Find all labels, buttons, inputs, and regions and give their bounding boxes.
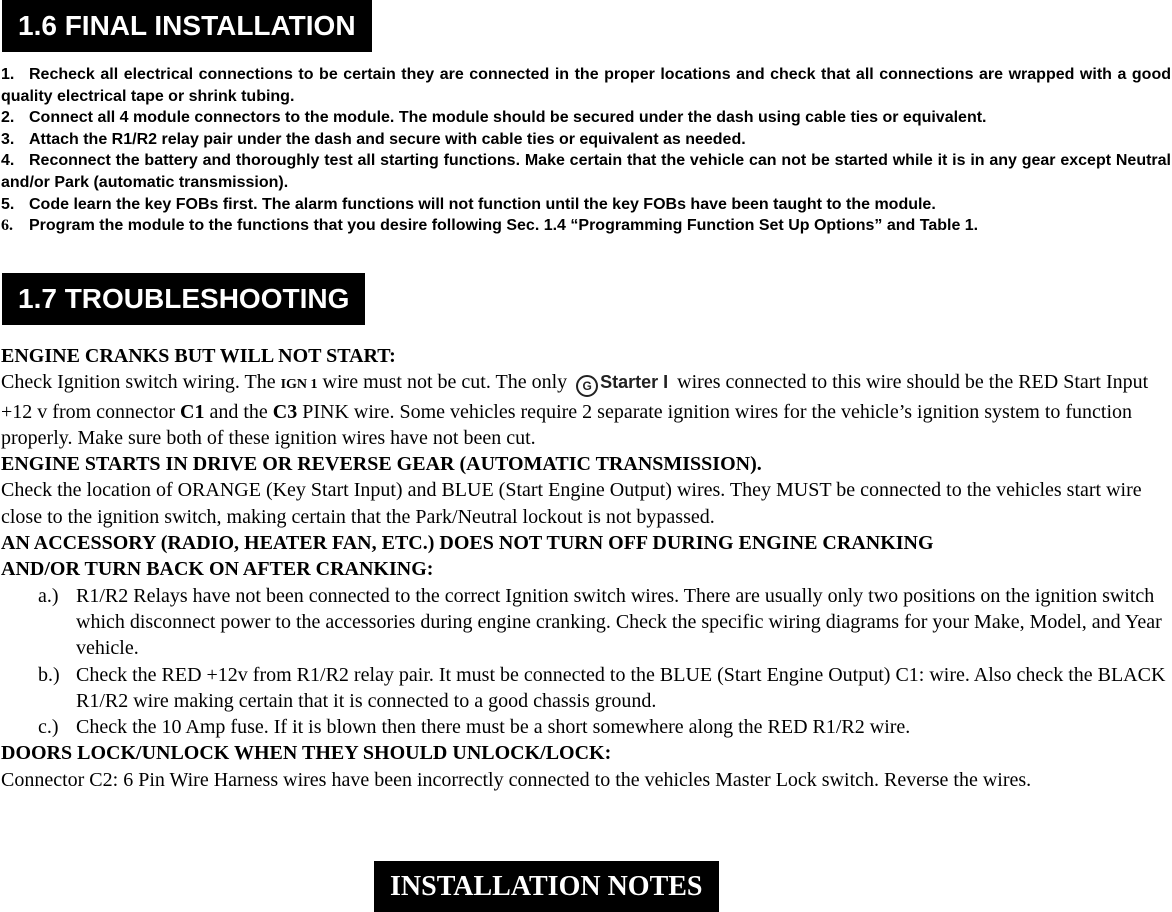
starter-logo-text: Starter I — [600, 372, 669, 393]
step-text: Code learn the key FOBs first. The alarm functions will not function until the key FOBs have been taught to the module. — [29, 195, 936, 213]
step-item — [1, 215, 1171, 237]
issue-heading: AN ACCESSORY (RADIO, HEATER FAN, ETC.) DOES NOT TURN OFF DURING ENGINE CRANKING — [1, 532, 934, 555]
issue-description — [1, 369, 1171, 451]
step-text: Program the module to the functions that you desire following Sec. 1.4 “Programming Function Set Up Options” and Table 1. — [29, 217, 979, 235]
list-item-label: b.) — [38, 663, 60, 686]
step-number: 5. — [1, 195, 15, 213]
step-number: 3. — [1, 130, 15, 148]
step-item — [1, 129, 1171, 151]
list-item — [1, 714, 1171, 740]
step-number: 1. — [1, 66, 15, 83]
section-title-installation-notes: INSTALLATION NOTES — [374, 861, 719, 912]
starter-logo-icon: G — [576, 375, 598, 397]
step-number: 2. — [1, 109, 15, 127]
list-item-text: Check the RED +12v from R1/R2 relay pair. It must be connected to the BLUE (Start Engine Output) C1: wire. Also check the BLACK R1/R2 wire making certain that it is connected to a good chassis ground. — [76, 663, 1166, 712]
step-number: 6. — [1, 217, 13, 235]
list-item — [1, 662, 1171, 715]
final-installation-steps — [1, 64, 1171, 237]
step-item — [1, 107, 1171, 129]
step-item — [1, 150, 1171, 193]
section-title-troubleshooting: 1.7 TROUBLESHOOTING — [2, 273, 365, 325]
list-item-text: R1/R2 Relays have not been connected to the correct Ignition switch wires. There are usually only two positions on the ignition switch which disconnect power to the accessories during engine cranking. Check the specific wiring diagrams for your Make, Model, and Year vehicle. — [76, 584, 1162, 660]
step-text: Reconnect the battery and thoroughly test all starting functions. Make certain that the vehicle can not be started while it is in any gear except Neutral and/or Park (automatic transmission). — [1, 152, 1171, 191]
step-text: Attach the R1/R2 relay pair under the dash and secure with cable ties or equivalent as needed. — [29, 130, 746, 148]
text-run: and the — [204, 400, 273, 423]
list-item-label: a.) — [38, 584, 59, 607]
step-item — [1, 64, 1171, 107]
list-item — [1, 583, 1171, 662]
step-text: Connect all 4 module connectors to the module. The module should be secured under the dash using cable ties or equivalent. — [29, 109, 987, 127]
connector-c1: C1 — [180, 400, 205, 423]
text-run: wires connected to this wire should be the RED Start Input +12 v from connector — [1, 371, 1149, 423]
section-title-final-installation: 1.6 FINAL INSTALLATION — [2, 0, 372, 52]
issue-description: Connector C2: 6 Pin Wire Harness wires have been incorrectly connected to the vehicles Master Lock switch. Reverse the wires. — [1, 768, 1032, 791]
text-run: Check Ignition switch wiring. The — [1, 371, 281, 394]
ign-label: IGN 1 — [280, 377, 318, 393]
starter-logo — [576, 369, 668, 397]
list-item-text: Check the 10 Amp fuse. If it is blown then there must be a short somewhere along the RED R1/R2 wire. — [76, 716, 911, 739]
list-item-label: c.) — [38, 716, 59, 739]
issue-heading: DOORS LOCK/UNLOCK WHEN THEY SHOULD UNLOCK/LOCK: — [1, 742, 612, 765]
connector-c3: C3 — [272, 400, 298, 423]
step-number: 4. — [1, 152, 15, 170]
issue-heading: ENGINE STARTS IN DRIVE OR REVERSE GEAR (AUTOMATIC TRANSMISSION). — [1, 453, 762, 476]
issue-heading: ENGINE CRANKS BUT WILL NOT START: — [1, 345, 396, 367]
issue-heading: AND/OR TURN BACK ON AFTER CRANKING: — [1, 558, 434, 581]
step-item — [1, 194, 1171, 216]
text-run: wire must not be cut. The only — [317, 371, 573, 394]
troubleshooting-body — [1, 343, 1171, 793]
step-text: Recheck all electrical connections to be certain they are connected in the proper locations and check that all connections are wrapped with a good quality electrical tape or shrink tubing. — [1, 66, 1171, 105]
issue-description: Check the location of ORANGE (Key Start Input) and BLUE (Start Engine Output) wires. They MUST be connected to the vehicles start wire close to the ignition switch, making certain that the Park/Neutral lockout is not bypassed. — [1, 479, 1142, 528]
text-run: PINK wire. Some vehicles require 2 separate ignition wires for the vehicle’s ignition system to function properly. Make sure both of these ignition wires have not been cut. — [1, 400, 1133, 449]
